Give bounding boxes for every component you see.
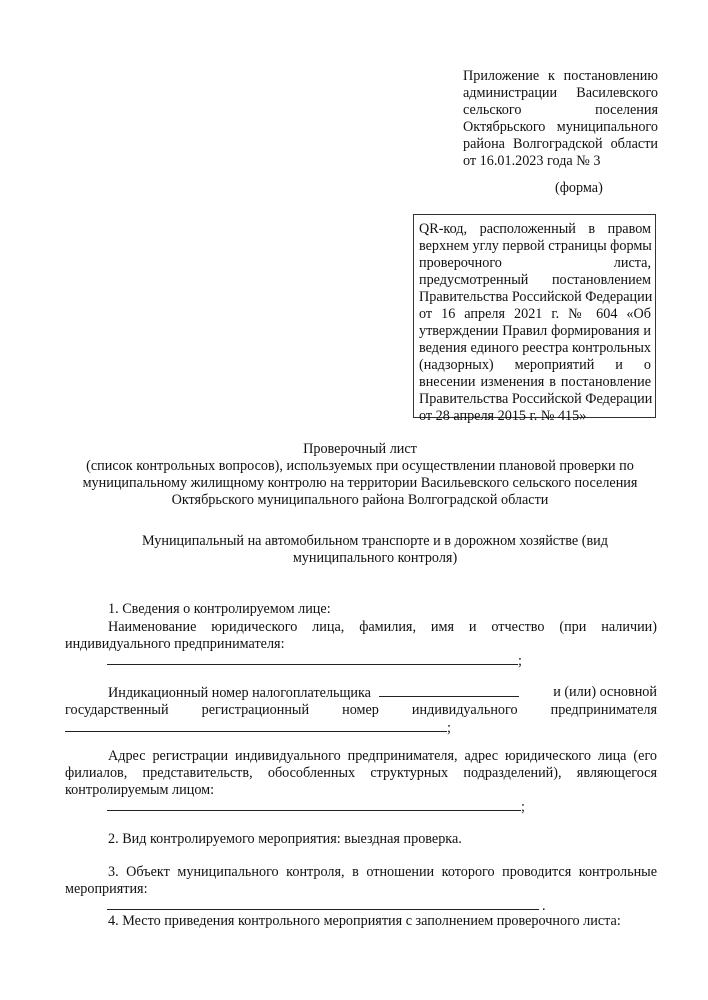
fill-line[interactable] [107,798,521,811]
control-type-subtitle [140,533,610,567]
section-1-heading: 1. Сведения о контролируемом лице: [108,601,331,617]
qr-box-line: предусмотренный постановлением [419,272,651,288]
paragraph-line: Адрес регистрации индивидуального предпринимателя, адрес юридического лица (его [108,748,657,764]
line-end-punct: ; [518,653,522,669]
section-2-control-event-type: 2. Вид контролируемого мероприятия: выездная проверка. [108,831,462,847]
address-blank-field[interactable] [107,798,525,816]
title-line: (список контрольных вопросов), используемых при осуществлении плановой проверки по [86,458,634,474]
qr-box-line: QR-код, расположенный в правом [419,221,651,237]
inn-paragraph [65,684,657,737]
section-3-control-object [65,864,657,898]
inn-blank-field[interactable] [379,684,519,697]
qr-box-line: Правительства Российской Федерации [419,391,653,407]
paragraph-line: филиалов, представительств, обособленных структурных подразделений), являющегося [65,765,657,781]
fill-line[interactable] [107,652,518,665]
qr-box-line: от 16 апреля 2021 г. № 604 «Об [419,306,651,322]
subtitle-line: муниципального контроля) [292,550,458,566]
inn-line-1 [65,684,657,702]
appendix-line: от 16.01.2023 года № 3 [463,153,601,169]
line-end-punct: . [542,898,546,914]
line-end-punct: ; [447,720,451,736]
section-4-event-location: 4. Место приведения контрольного мероприятия с заполнением проверочного листа: [108,913,621,929]
address-paragraph [65,748,657,799]
document-title [70,441,650,509]
qr-box-line: ведения единого реестра контрольных [419,340,651,356]
qr-box-line: проверочного листа, [419,255,651,271]
title-line: муниципальному жилищному контролю на территории Васильевского сельского поселения [82,475,638,491]
inn-label: Индикационный номер налогоплательщика [108,685,371,701]
title-line: Октябрьского муниципального района Волгоградской области [171,492,549,508]
appendix-note [463,68,658,170]
line-end-punct: ; [521,799,525,815]
paragraph-line: индивидуального предпринимателя: [65,636,285,652]
title-line: Проверочный лист [303,441,417,457]
paragraph-line: мероприятия: [65,881,148,897]
qr-box-line: утверждении Правил формирования и [419,323,651,339]
appendix-line: сельского поселения [463,102,658,118]
inn-label-cont: и (или) основной [553,684,657,700]
qr-box-line: Правительства Российской Федерации [419,289,653,305]
qr-box-line: (надзорных) мероприятий и о [419,357,651,373]
subtitle-line: Муниципальный на автомобильном транспорте и в дорожном хозяйстве (вид [142,533,608,549]
ogrn-blank-line [65,719,657,737]
appendix-line: района Волгоградской области [463,136,658,152]
qr-box-line: от 28 апреля 2015 г. № 415» [419,408,587,424]
appendix-line: Октябрьского муниципального [463,119,658,135]
qr-box-line: верхнем углу первой страницы формы [419,238,652,254]
fill-line[interactable] [107,897,539,910]
appendix-line: Приложение к постановлению [463,68,658,84]
form-label: (форма) [555,180,603,196]
ogrn-blank-field[interactable] [65,719,447,732]
appendix-line: администрации Василевского [463,85,658,101]
paragraph-line: контролируемым лицом: [65,782,215,798]
paragraph-line: Наименование юридического лица, фамилия, имя и отчество (при наличии) [108,619,657,635]
paragraph-line: 3. Объект муниципального контроля, в отношении которого проводится контрольные [108,864,657,880]
qr-code-box [413,214,656,424]
entity-name-paragraph [65,619,657,653]
entity-name-blank-field[interactable] [107,652,522,670]
qr-box-line: внесении изменения в постановление [419,374,651,390]
ogrn-label: государственный регистрационный номер индивидуального предпринимателя [65,702,657,718]
